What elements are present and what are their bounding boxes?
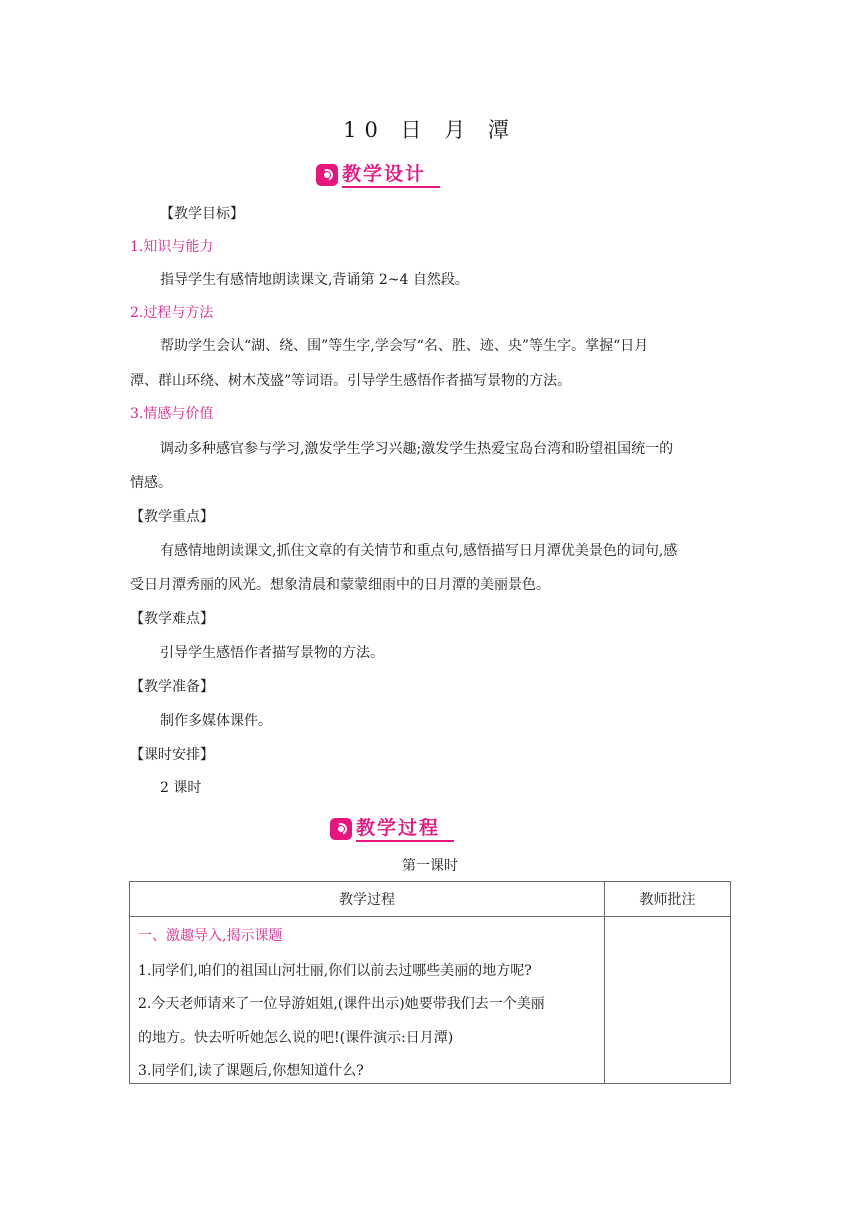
- lesson-label: 第一课时: [402, 858, 458, 874]
- preparation-heading: 【教学准备】: [130, 679, 214, 695]
- goal2-text-line1: 帮助学生会认“湖、绕、围”等生字,学会写“名、胜、迹、央”等生字。掌握“日月: [160, 338, 649, 354]
- banner-label: 教学过程: [356, 816, 454, 842]
- table-row: 2.今天老师请来了一位导游姐姐,(课件出示)她要带我们去一个美丽: [138, 996, 545, 1012]
- goal2-heading: 2.过程与方法: [130, 305, 214, 321]
- preparation-text: 制作多媒体课件。: [160, 713, 272, 729]
- difficulty-heading: 【教学难点】: [130, 611, 214, 627]
- header-divider: [130, 916, 730, 917]
- column-divider: [604, 882, 605, 1083]
- schedule-text: 2 课时: [160, 780, 202, 796]
- goal1-heading: 1.知识与能力: [130, 239, 214, 255]
- swirl-logo-icon: [316, 164, 338, 186]
- key-points-line1: 有感情地朗读课文,抓住文章的有关情节和重点句,感悟描写日月潭优美景色的词句,感: [160, 543, 678, 559]
- swirl-logo-icon: [330, 818, 352, 840]
- schedule-heading: 【课时安排】: [130, 747, 214, 763]
- header-notes: 教师批注: [639, 892, 696, 908]
- section-heading: 一、激趣导入,揭示课题: [138, 928, 283, 944]
- goal2-text-line2: 潭、群山环绕、树木茂盛”等词语。引导学生感悟作者描写景物的方法。: [130, 373, 572, 389]
- goal1-text: 指导学生有感情地朗读课文,背诵第 2~4 自然段。: [160, 272, 469, 288]
- difficulty-text: 引导学生感悟作者描写景物的方法。: [160, 645, 384, 661]
- key-points-heading: 【教学重点】: [130, 509, 214, 525]
- lesson-table: [129, 881, 731, 1084]
- key-points-line2: 受日月潭秀丽的风光。想象清晨和蒙蒙细雨中的日月潭的美丽景色。: [130, 577, 550, 593]
- goals-heading: 【教学目标】: [160, 206, 244, 222]
- goal3-text-line1: 调动多种感官参与学习,激发学生学习兴趣;激发学生热爱宝岛台湾和盼望祖国统一的: [160, 441, 674, 457]
- table-row: 1.同学们,咱们的祖国山河壮丽,你们以前去过哪些美丽的地方呢?: [138, 963, 532, 979]
- goal3-heading: 3.情感与价值: [130, 406, 214, 422]
- teaching-process-banner: [330, 814, 454, 842]
- table-row: 的地方。快去听听她怎么说的吧!(课件演示:日月潭): [138, 1030, 454, 1046]
- goal3-text-line2: 情感。: [130, 475, 172, 491]
- header-process: 教学过程: [339, 892, 395, 908]
- table-row: 3.同学们,读了课题后,你想知道什么?: [138, 1063, 364, 1079]
- teaching-design-banner: [316, 160, 440, 188]
- banner-label: 教学设计: [342, 162, 440, 188]
- lesson-title: 10 日 月 潭: [343, 118, 517, 142]
